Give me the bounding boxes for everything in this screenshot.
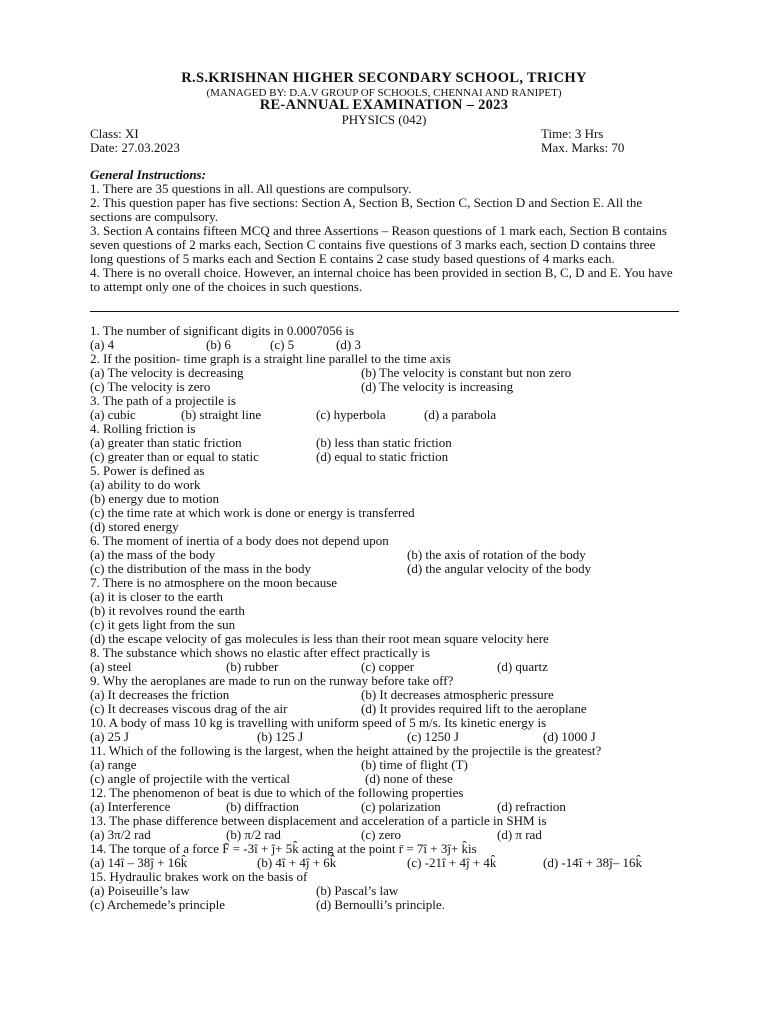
options-row [90,450,690,464]
option: (c) the distribution of the mass in the body [90,561,311,576]
option: (c) hyperbola [316,407,386,422]
option: (b) π/2 rad [226,827,281,842]
time-label: Time: 3 Hrs [541,126,604,141]
option: (d) Bernoulli’s principle. [316,897,445,912]
option: (b) the axis of rotation of the body [407,547,586,562]
instruction-item: 4. There is no overall choice. However, an internal choice has been provided in section B, C, D and E. You have to attempt only one of the choices in such questions. [90,265,673,294]
options-row [90,702,690,716]
option: (c) 1250 J [407,729,459,744]
question [90,674,690,716]
option: (d) the angular velocity of the body [407,561,592,576]
question-stem: 7. There is no atmosphere on the moon because [90,575,338,590]
option: (b) Pascal’s law [316,883,399,898]
question-stem: 10. A body of mass 10 kg is travelling with uniform speed of 5 m/s. Its kinetic energy is [90,715,547,730]
option: (c) It decreases viscous drag of the air [90,701,288,716]
option: (c) -21î + 4ĵ + 4k̂ [407,855,497,870]
question [90,814,690,842]
option: (a) greater than static friction [90,435,242,450]
question-stem: 2. If the position- time graph is a straight line parallel to the time axis [90,351,451,366]
option: (c) the time rate at which work is done or energy is transferred [90,505,415,520]
options-row [90,660,690,674]
option: (d) quartz [497,659,548,674]
option: (a) it is closer to the earth [90,589,223,604]
options-row [90,688,690,702]
option: (d) a parabola [424,407,497,422]
question-stem: 6. The moment of inertia of a body does not depend upon [90,533,389,548]
option: (b) 4î + 4ĵ + 6k̂ [257,855,337,870]
option: (d) The velocity is increasing [361,379,514,394]
option: (b) it revolves round the earth [90,603,245,618]
option: (a) ability to do work [90,477,201,492]
question-stem: 14. The torque of a force F̄ = -3î + ĵ+ 5k̂ acting at the point r̄ = 7î + 3ĵ+ k̂is [90,841,477,856]
question [90,394,690,422]
options-row [90,772,690,786]
options-row [90,758,690,772]
option: (b) It decreases atmospheric pressure [361,687,554,702]
question [90,464,690,534]
question [90,786,690,814]
option: (c) The velocity is zero [90,379,211,394]
question-stem: 8. The substance which shows no elastic after effect practically is [90,645,430,660]
question-stem: 15. Hydraulic brakes work on the basis of [90,869,308,884]
options-row [90,884,690,898]
question-stem: 1. The number of significant digits in 0.0007056 is [90,323,355,338]
subject-line: PHYSICS (042) [341,112,427,127]
date-label: Date: 27.03.2023 [90,140,180,155]
class-label: Class: XI [90,126,139,141]
question [90,422,690,464]
option: (c) polarization [361,799,441,814]
general-instructions [90,168,680,294]
option: (c) greater than or equal to static [90,449,259,464]
option: (d) stored energy [90,519,179,534]
options-row [90,828,690,842]
question-list [90,324,690,912]
school-name: R.S.KRISHNAN HIGHER SECONDARY SCHOOL, TRICHY [181,70,587,86]
question [90,576,690,646]
option: (a) 3π/2 rad [90,827,151,842]
option: (b) 6 [206,337,231,352]
question [90,870,690,912]
option: (b) rubber [226,659,279,674]
options-row [90,730,690,744]
exam-title: RE-ANNUAL EXAMINATION – 2023 [259,97,509,113]
option: (c) angle of projectile with the vertical [90,771,290,786]
option: (b) less than static friction [316,435,452,450]
option: (a) 25 J [90,729,129,744]
option: (a) 14î – 38ĵ + 16k̂ [90,855,188,870]
question-stem: 4. Rolling friction is [90,421,196,436]
instruction-item: 3. Section A contains fifteen MCQ and three Assertions – Reason questions of 1 mark each, Section B contains seven questions of 2 marks each, Section C contains five questions of 3 marks each, section D contains three long questions of 5 marks each and Section E contains 2 case study based questions of 4 marks each. [90,223,667,266]
options-row [90,436,690,450]
option: (a) cubic [90,407,136,422]
option: (c) copper [361,659,415,674]
instruction-item: 2. This question paper has five sections: Section A, Section B, Section C, Section D and Section E. All the sections are compulsory. [90,195,643,224]
options-row [90,548,690,562]
question [90,646,690,674]
question-stem: 5. Power is defined as [90,463,205,478]
question-stem: 3. The path of a projectile is [90,393,236,408]
option: (a) the mass of the body [90,547,216,562]
options-row [90,380,690,394]
option: (c) 5 [270,337,295,352]
option: (d) equal to static friction [316,449,449,464]
question-stem: 13. The phase difference between displacement and acceleration of a particle in SHM is [90,813,547,828]
option: (a) It decreases the friction [90,687,230,702]
question-stem: 12. The phenomenon of beat is due to which of the following properties [90,785,464,800]
options-row [90,898,690,912]
question [90,352,690,394]
option: (b) energy due to motion [90,491,220,506]
option: (b) diffraction [226,799,300,814]
option: (a) range [90,757,137,772]
question [90,716,690,744]
option: (d) none of these [365,771,453,786]
question [90,534,690,576]
option: (a) 4 [90,337,115,352]
option: (a) The velocity is decreasing [90,365,244,380]
options-row [90,366,690,380]
option: (a) Interference [90,799,171,814]
option: (d) -14î + 38ĵ– 16k̂ [543,855,643,870]
option: (c) Archemede’s principle [90,897,225,912]
option: (c) zero [361,827,402,842]
option: (d) π rad [497,827,542,842]
option: (b) time of flight (T) [361,757,468,772]
option: (d) refraction [497,799,566,814]
question-stem: 9. Why the aeroplanes are made to run on the runway before take off? [90,673,454,688]
options-row [90,338,690,352]
question [90,744,690,786]
options-row [90,408,690,422]
option: (d) It provides required lift to the aeroplane [361,701,587,716]
option: (b) straight line [181,407,262,422]
question [90,324,690,352]
options-row [90,800,690,814]
question [90,842,690,870]
max-marks-label: Max. Marks: 70 [541,140,625,155]
option: (b) 125 J [257,729,304,744]
options-row [90,562,690,576]
question-stem: 11. Which of the following is the largest, when the height attained by the projectile is the greatest? [90,743,602,758]
option: (d) 1000 J [543,729,596,744]
management-line: (MANAGED BY: D.A.V GROUP OF SCHOOLS, CHENNAI AND RANIPET) [206,87,562,99]
instruction-item: 1. There are 35 questions in all. All questions are compulsory. [90,181,412,196]
option: (d) the escape velocity of gas molecules is less than their root mean square velocity here [90,631,549,646]
instructions-title: General Instructions: [90,167,206,182]
option: (b) The velocity is constant but non zero [361,365,572,380]
options-row [90,856,690,870]
option: (a) Poiseuille’s law [90,883,190,898]
section-divider [90,311,679,312]
option: (d) 3 [336,337,361,352]
option: (a) steel [90,659,132,674]
option: (c) it gets light from the sun [90,617,236,632]
